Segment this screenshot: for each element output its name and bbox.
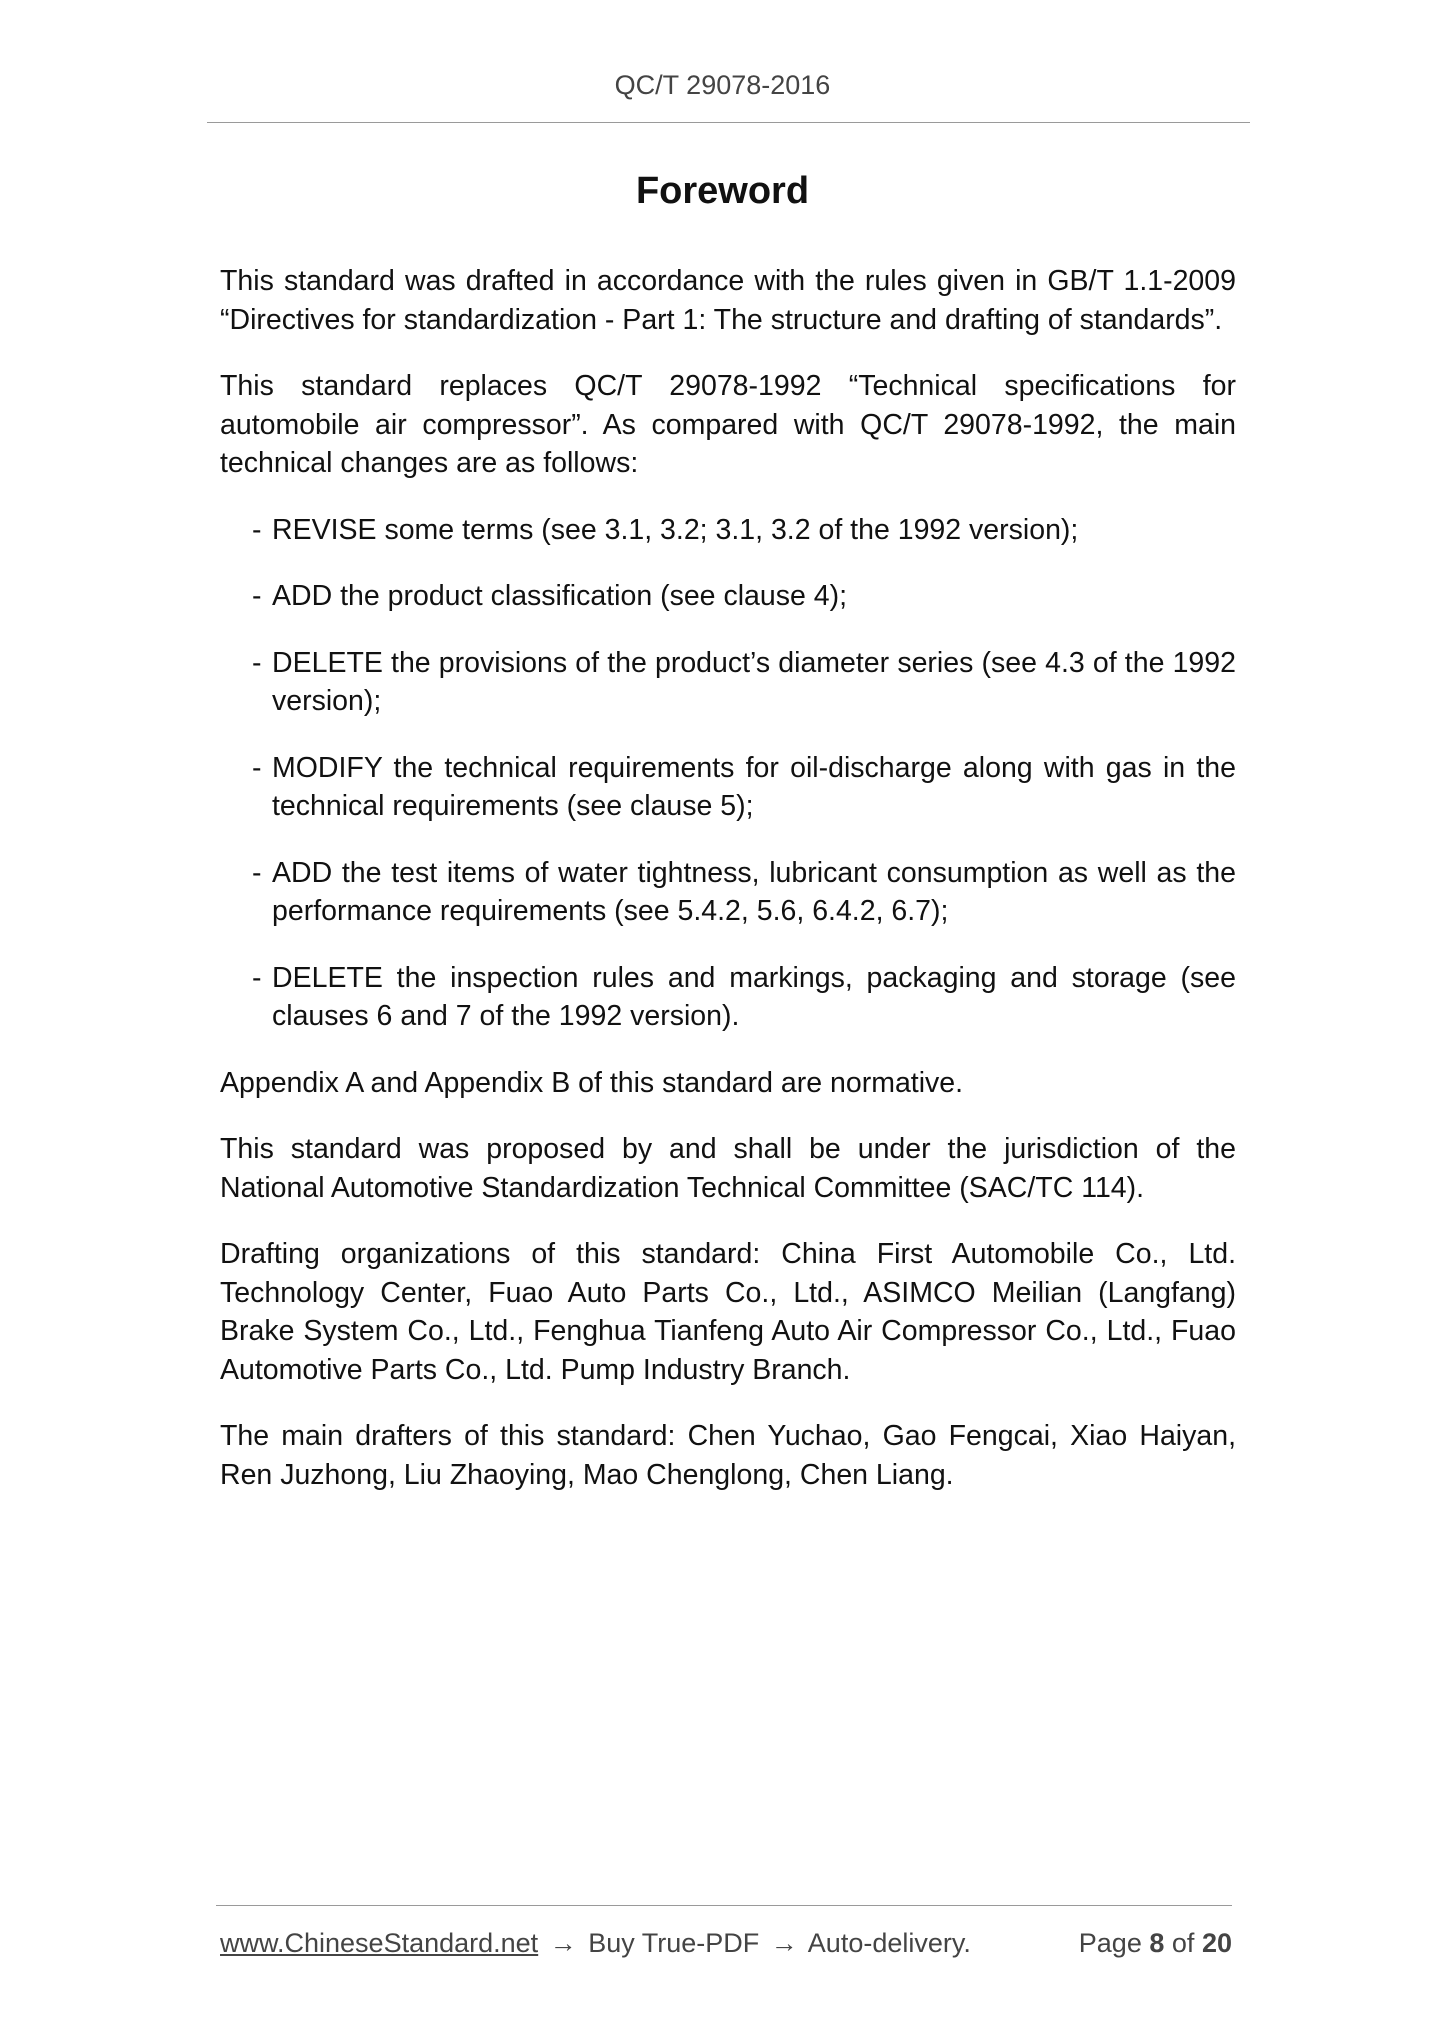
list-item [220, 511, 1236, 550]
foreword-body [220, 262, 1236, 1522]
list-item-text: ADD the product classification (see clause 4); [272, 580, 848, 612]
list-dash: - [252, 751, 262, 784]
page-indicator [1079, 1928, 1232, 1959]
list-dash: - [252, 961, 262, 994]
list-item [220, 854, 1236, 931]
page-total: 20 [1201, 1928, 1232, 1958]
list-dash: - [252, 856, 262, 889]
paragraph-replaces: This standard replaces QC/T 29078-1992 “Technical specifications for automobile air compressor”. As compared with QC/T 29078-1992, the main technical changes are as follows: [220, 370, 1236, 479]
of-label: of [1171, 1928, 1195, 1958]
list-item [220, 749, 1236, 826]
list-item [220, 644, 1236, 721]
technical-changes-list [220, 511, 1236, 1036]
list-item [220, 959, 1236, 1036]
page-footer [220, 1928, 1232, 1959]
paragraph-drafting-rules: This standard was drafted in accordance with the rules given in GB/T 1.1-2009 “Directives for standardization - Part 1: The structure and drafting of standards”. [220, 265, 1236, 336]
list-item-text: DELETE the inspection rules and markings, packaging and storage (see clauses 6 and 7 of the 1992 version). [272, 961, 1236, 1032]
page-number: 8 [1149, 1928, 1165, 1958]
list-item-text: DELETE the provisions of the product’s diameter series (see 4.3 of the 1992 version); [272, 646, 1236, 717]
arrow-right-icon: → [770, 1928, 798, 1958]
paragraph-proposed-by: This standard was proposed by and shall be under the jurisdiction of the National Automotive Standardization Technical Committee (SAC/TC 114). [220, 1133, 1236, 1204]
paragraph-main-drafters: The main drafters of this standard: Chen Yuchao, Gao Fengcai, Xiao Haiyan, Ren Juzhong, Liu Zhaoying, Mao Chenglong, Chen Liang. [220, 1420, 1236, 1491]
list-item-text: REVISE some terms (see 3.1, 3.2; 3.1, 3.2 of the 1992 version); [272, 513, 1079, 546]
arrow-right-icon: → [549, 1928, 577, 1958]
auto-delivery-text: Auto-delivery. [807, 1928, 971, 1958]
paragraph-appendix: Appendix A and Appendix B of this standard are normative. [220, 1066, 964, 1099]
footer-divider [216, 1905, 1232, 1906]
page-label: Page [1078, 1928, 1142, 1958]
paragraph-drafting-organizations: Drafting organizations of this standard: China First Automobile Co., Ltd. Technology Center, Fuao Auto Parts Co., Ltd., ASIMCO Meilian (Langfang) Brake System Co., Ltd., Fenghua Tianfeng Auto Air Compressor Co., Ltd., Fuao Automotive Parts Co., Ltd. Pump Industry Branch. [220, 1238, 1236, 1386]
list-item-text: MODIFY the technical requirements for oil-discharge along with gas in the technical requirements (see clause 5); [272, 751, 1236, 822]
list-item-text: ADD the test items of water tightness, lubricant consumption as well as the performance requirements (see 5.4.2, 5.6, 6.4.2, 6.7); [272, 856, 1236, 927]
buy-true-pdf-text: Buy True-PDF [588, 1928, 760, 1958]
list-item [220, 577, 1236, 616]
page-header-code: QC/T 29078-2016 [614, 70, 831, 100]
list-dash: - [252, 646, 262, 679]
list-dash: - [252, 580, 262, 612]
website-link[interactable]: www.ChineseStandard.net [220, 1928, 539, 1958]
list-dash: - [252, 513, 262, 546]
page-title: Foreword [635, 170, 810, 212]
header-divider [207, 122, 1250, 123]
